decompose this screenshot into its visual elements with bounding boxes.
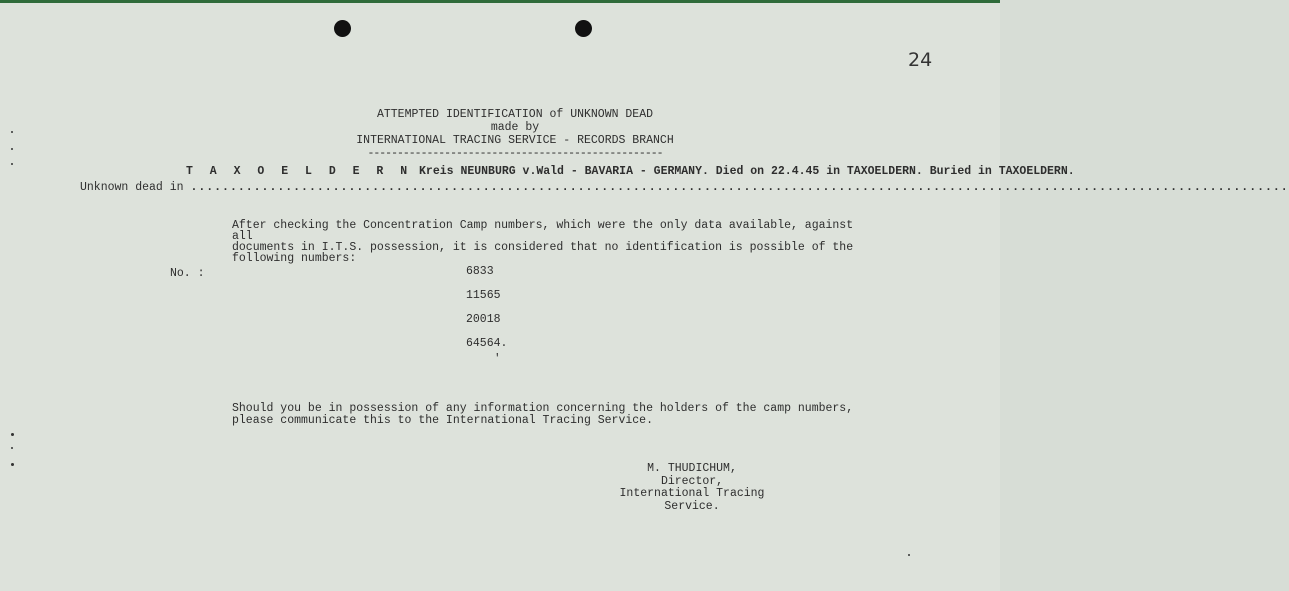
camp-number: 11565 xyxy=(466,289,501,302)
unknown-dead-line xyxy=(80,181,1289,194)
closing-line: please communicate this to the International Tracing Service. xyxy=(232,414,653,427)
signatory-title: Director, xyxy=(660,474,724,488)
header-made-by: made by xyxy=(490,121,540,134)
body-line: following numbers: xyxy=(232,252,357,265)
margin-mark xyxy=(908,554,910,556)
header-title: ATTEMPTED IDENTIFICATION of UNKNOWN DEAD xyxy=(376,108,654,121)
place-details: Kreis NEUNBURG v.Wald - BAVARIA - GERMANY. Died on 22.4.45 in TAXOELDERN. Buried in TAXOELDERN. xyxy=(419,165,1075,178)
signature-block xyxy=(592,463,792,513)
margin-mark xyxy=(11,148,13,150)
header-rule: -------------------------------------------------- xyxy=(367,147,663,160)
margin-mark xyxy=(11,163,13,165)
camp-number: 20018 xyxy=(466,313,501,326)
margin-mark xyxy=(11,447,13,449)
body-line: After checking the Concentration Camp numbers, which were the only data available, against all xyxy=(232,219,854,243)
unknown-dead-label: Unknown dead in xyxy=(80,181,184,194)
body-paragraph xyxy=(232,220,872,264)
punch-hole-left xyxy=(334,20,351,37)
body-line: documents in I.T.S. possession, it is considered that no identification is possible of the xyxy=(232,241,854,254)
dotted-leader: ........................................................................................................................................... xyxy=(190,181,1289,194)
camp-numbers-list xyxy=(466,265,507,361)
camp-number: 64564. xyxy=(466,337,508,350)
numbers-label: No. : xyxy=(170,267,205,280)
tick-mark: ' xyxy=(494,353,501,365)
signatory-name: M. THUDICHUM, xyxy=(647,462,737,475)
page-number: 24 xyxy=(908,49,933,71)
place-name: T A X O E L D E R N xyxy=(186,165,413,178)
place-line xyxy=(186,165,1075,178)
signatory-organization: International Tracing Service. xyxy=(619,487,765,513)
closing-line: Should you be in possession of any information concerning the holders of the camp numbers, xyxy=(232,402,854,415)
margin-mark xyxy=(11,463,14,466)
closing-paragraph xyxy=(232,403,872,427)
punch-hole-right xyxy=(575,20,592,37)
camp-number: 6833 xyxy=(466,265,494,278)
header-organization: INTERNATIONAL TRACING SERVICE - RECORDS BRANCH xyxy=(356,134,674,147)
margin-mark xyxy=(11,131,13,133)
margin-mark xyxy=(11,433,14,436)
document-header xyxy=(330,108,700,160)
